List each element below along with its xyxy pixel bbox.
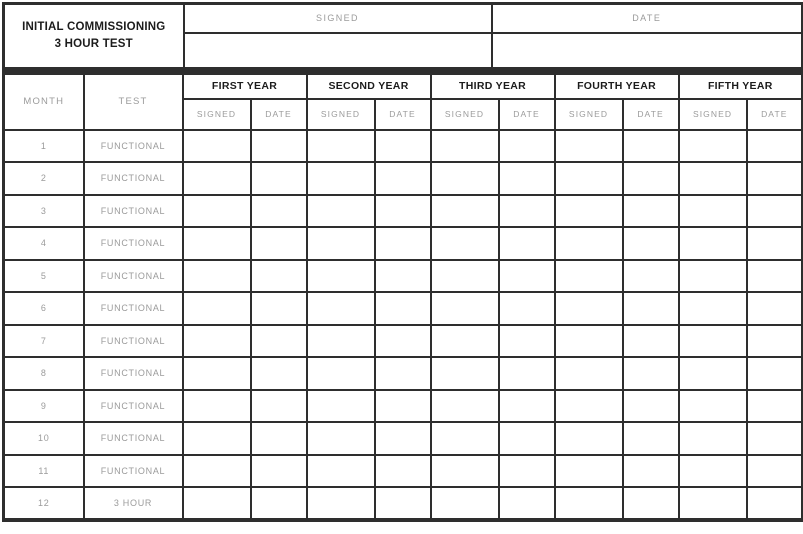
date-entry-cell[interactable] (623, 390, 679, 423)
table-row (4, 455, 803, 488)
table-row (4, 487, 803, 520)
year1-date-subheader: DATE (251, 99, 307, 130)
initial-date-header: DATE (492, 4, 803, 33)
signed-entry-cell[interactable] (307, 422, 375, 455)
test-cell: FUNCTIONAL (84, 390, 183, 423)
date-entry-cell[interactable] (499, 422, 555, 455)
signed-entry-cell[interactable] (555, 487, 623, 520)
signed-entry-cell[interactable] (555, 130, 623, 163)
signed-entry-cell[interactable] (183, 162, 251, 195)
date-entry-cell[interactable] (747, 162, 803, 195)
year3-header: THIRD YEAR (431, 72, 555, 99)
year1-header: FIRST YEAR (183, 72, 307, 99)
signed-entry-cell[interactable] (307, 195, 375, 228)
table-row (4, 390, 803, 423)
signed-entry-cell[interactable] (307, 130, 375, 163)
signed-entry-cell[interactable] (183, 487, 251, 520)
signed-entry-cell[interactable] (431, 130, 499, 163)
form-title (4, 4, 184, 68)
month-cell: 6 (4, 292, 84, 325)
date-entry-cell[interactable] (623, 162, 679, 195)
signed-entry-cell[interactable] (183, 227, 251, 260)
date-entry-cell[interactable] (375, 325, 431, 358)
signed-entry-cell[interactable] (679, 357, 747, 390)
date-entry-cell[interactable] (747, 422, 803, 455)
date-entry-cell[interactable] (623, 195, 679, 228)
date-entry-cell[interactable] (747, 487, 803, 520)
signed-entry-cell[interactable] (183, 390, 251, 423)
year2-header: SECOND YEAR (307, 72, 431, 99)
month-cell: 8 (4, 357, 84, 390)
date-entry-cell[interactable] (375, 487, 431, 520)
date-entry-cell[interactable] (499, 487, 555, 520)
signed-entry-cell[interactable] (431, 455, 499, 488)
signed-entry-cell[interactable] (183, 357, 251, 390)
test-cell: FUNCTIONAL (84, 422, 183, 455)
date-entry-cell[interactable] (375, 390, 431, 423)
month-cell: 2 (4, 162, 84, 195)
signed-entry-cell[interactable] (307, 325, 375, 358)
date-entry-cell[interactable] (375, 195, 431, 228)
signed-entry-cell[interactable] (679, 422, 747, 455)
date-entry-cell[interactable] (747, 390, 803, 423)
date-entry-cell[interactable] (623, 292, 679, 325)
year3-signed-subheader: SIGNED (431, 99, 499, 130)
year2-date-subheader: DATE (375, 99, 431, 130)
month-cell: 5 (4, 260, 84, 293)
signed-entry-cell[interactable] (431, 162, 499, 195)
date-entry-cell[interactable] (499, 195, 555, 228)
signed-entry-cell[interactable] (431, 260, 499, 293)
date-entry-cell[interactable] (499, 390, 555, 423)
table-row (4, 227, 803, 260)
test-cell: FUNCTIONAL (84, 195, 183, 228)
signed-entry-cell[interactable] (431, 292, 499, 325)
date-entry-cell[interactable] (375, 455, 431, 488)
signed-entry-cell[interactable] (431, 487, 499, 520)
month-cell: 11 (4, 455, 84, 488)
year1-signed-subheader: SIGNED (183, 99, 251, 130)
signed-entry-cell[interactable] (679, 455, 747, 488)
signed-entry-cell[interactable] (555, 227, 623, 260)
signed-entry-cell[interactable] (679, 162, 747, 195)
signed-entry-cell[interactable] (431, 422, 499, 455)
year3-date-subheader: DATE (499, 99, 555, 130)
test-cell: 3 HOUR (84, 487, 183, 520)
signed-entry-cell[interactable] (307, 357, 375, 390)
date-entry-cell[interactable] (375, 357, 431, 390)
date-entry-cell[interactable] (251, 195, 307, 228)
test-cell: FUNCTIONAL (84, 357, 183, 390)
table-row (4, 325, 803, 358)
table-row (4, 130, 803, 163)
date-entry-cell[interactable] (623, 325, 679, 358)
date-entry-cell[interactable] (747, 292, 803, 325)
initial-commissioning-block (2, 2, 803, 69)
date-entry-cell[interactable] (747, 357, 803, 390)
table-row (4, 162, 803, 195)
initial-signed-entry-cell[interactable] (184, 33, 492, 68)
date-entry-cell[interactable] (251, 260, 307, 293)
signed-entry-cell[interactable] (555, 390, 623, 423)
date-entry-cell[interactable] (251, 422, 307, 455)
signed-entry-cell[interactable] (431, 357, 499, 390)
month-cell: 12 (4, 487, 84, 520)
signed-entry-cell[interactable] (183, 130, 251, 163)
test-cell: FUNCTIONAL (84, 227, 183, 260)
date-entry-cell[interactable] (499, 357, 555, 390)
signed-entry-cell[interactable] (679, 390, 747, 423)
initial-signed-header: SIGNED (184, 4, 492, 33)
date-entry-cell[interactable] (623, 422, 679, 455)
signed-entry-cell[interactable] (307, 390, 375, 423)
signed-entry-cell[interactable] (555, 195, 623, 228)
commissioning-log-form (2, 2, 801, 522)
date-entry-cell[interactable] (251, 130, 307, 163)
test-cell: FUNCTIONAL (84, 260, 183, 293)
year5-date-subheader: DATE (747, 99, 803, 130)
signed-entry-cell[interactable] (307, 292, 375, 325)
five-year-test-grid (2, 69, 803, 522)
date-entry-cell[interactable] (375, 292, 431, 325)
signed-entry-cell[interactable] (307, 162, 375, 195)
date-entry-cell[interactable] (499, 292, 555, 325)
date-entry-cell[interactable] (375, 130, 431, 163)
date-entry-cell[interactable] (251, 325, 307, 358)
signed-entry-cell[interactable] (679, 130, 747, 163)
year4-signed-subheader: SIGNED (555, 99, 623, 130)
month-cell: 9 (4, 390, 84, 423)
test-cell: FUNCTIONAL (84, 325, 183, 358)
signed-entry-cell[interactable] (555, 292, 623, 325)
signed-entry-cell[interactable] (431, 227, 499, 260)
signed-entry-cell[interactable] (307, 260, 375, 293)
signed-entry-cell[interactable] (183, 325, 251, 358)
date-entry-cell[interactable] (747, 195, 803, 228)
date-entry-cell[interactable] (623, 130, 679, 163)
signed-entry-cell[interactable] (183, 195, 251, 228)
signed-entry-cell[interactable] (555, 162, 623, 195)
date-entry-cell[interactable] (747, 227, 803, 260)
table-row (4, 260, 803, 293)
test-cell: FUNCTIONAL (84, 130, 183, 163)
month-cell: 7 (4, 325, 84, 358)
date-entry-cell[interactable] (499, 162, 555, 195)
date-entry-cell[interactable] (375, 422, 431, 455)
signed-entry-cell[interactable] (183, 422, 251, 455)
month-cell: 1 (4, 130, 84, 163)
table-row (4, 422, 803, 455)
signed-entry-cell[interactable] (183, 292, 251, 325)
date-entry-cell[interactable] (747, 260, 803, 293)
date-entry-cell[interactable] (623, 260, 679, 293)
signed-entry-cell[interactable] (183, 260, 251, 293)
signed-entry-cell[interactable] (555, 260, 623, 293)
signed-entry-cell[interactable] (307, 227, 375, 260)
date-entry-cell[interactable] (251, 227, 307, 260)
test-column-header: TEST (84, 72, 183, 130)
date-entry-cell[interactable] (251, 357, 307, 390)
form-title-line1: INITIAL COMMISSIONING (22, 21, 166, 34)
year4-date-subheader: DATE (623, 99, 679, 130)
date-entry-cell[interactable] (623, 455, 679, 488)
signed-entry-cell[interactable] (679, 292, 747, 325)
date-entry-cell[interactable] (747, 130, 803, 163)
signed-entry-cell[interactable] (431, 390, 499, 423)
date-entry-cell[interactable] (251, 292, 307, 325)
year5-signed-subheader: SIGNED (679, 99, 747, 130)
signed-entry-cell[interactable] (555, 422, 623, 455)
date-entry-cell[interactable] (499, 227, 555, 260)
date-entry-cell[interactable] (375, 260, 431, 293)
signed-entry-cell[interactable] (555, 325, 623, 358)
signed-entry-cell[interactable] (307, 455, 375, 488)
initial-date-entry-cell[interactable] (492, 33, 803, 68)
date-entry-cell[interactable] (747, 455, 803, 488)
date-entry-cell[interactable] (251, 162, 307, 195)
date-entry-cell[interactable] (375, 227, 431, 260)
year4-header: FOURTH YEAR (555, 72, 679, 99)
signed-entry-cell[interactable] (183, 455, 251, 488)
table-row (4, 292, 803, 325)
signed-entry-cell[interactable] (679, 260, 747, 293)
signed-entry-cell[interactable] (679, 325, 747, 358)
date-entry-cell[interactable] (747, 325, 803, 358)
date-entry-cell[interactable] (623, 227, 679, 260)
test-cell: FUNCTIONAL (84, 162, 183, 195)
signed-entry-cell[interactable] (431, 325, 499, 358)
date-entry-cell[interactable] (499, 325, 555, 358)
signed-entry-cell[interactable] (555, 357, 623, 390)
date-entry-cell[interactable] (499, 130, 555, 163)
signed-entry-cell[interactable] (679, 195, 747, 228)
month-cell: 10 (4, 422, 84, 455)
signed-entry-cell[interactable] (431, 195, 499, 228)
date-entry-cell[interactable] (623, 357, 679, 390)
year2-signed-subheader: SIGNED (307, 99, 375, 130)
date-entry-cell[interactable] (499, 260, 555, 293)
date-entry-cell[interactable] (375, 162, 431, 195)
date-entry-cell[interactable] (499, 455, 555, 488)
form-title-line2: 3 HOUR TEST (54, 37, 133, 50)
date-entry-cell[interactable] (251, 487, 307, 520)
signed-entry-cell[interactable] (679, 227, 747, 260)
month-cell: 4 (4, 227, 84, 260)
month-column-header: MONTH (4, 72, 84, 130)
table-row (4, 195, 803, 228)
date-entry-cell[interactable] (251, 455, 307, 488)
signed-entry-cell[interactable] (679, 487, 747, 520)
signed-entry-cell[interactable] (307, 487, 375, 520)
month-cell: 3 (4, 195, 84, 228)
signed-entry-cell[interactable] (555, 455, 623, 488)
test-cell: FUNCTIONAL (84, 455, 183, 488)
table-row (4, 357, 803, 390)
test-cell: FUNCTIONAL (84, 292, 183, 325)
date-entry-cell[interactable] (623, 487, 679, 520)
date-entry-cell[interactable] (251, 390, 307, 423)
year5-header: FIFTH YEAR (679, 72, 803, 99)
